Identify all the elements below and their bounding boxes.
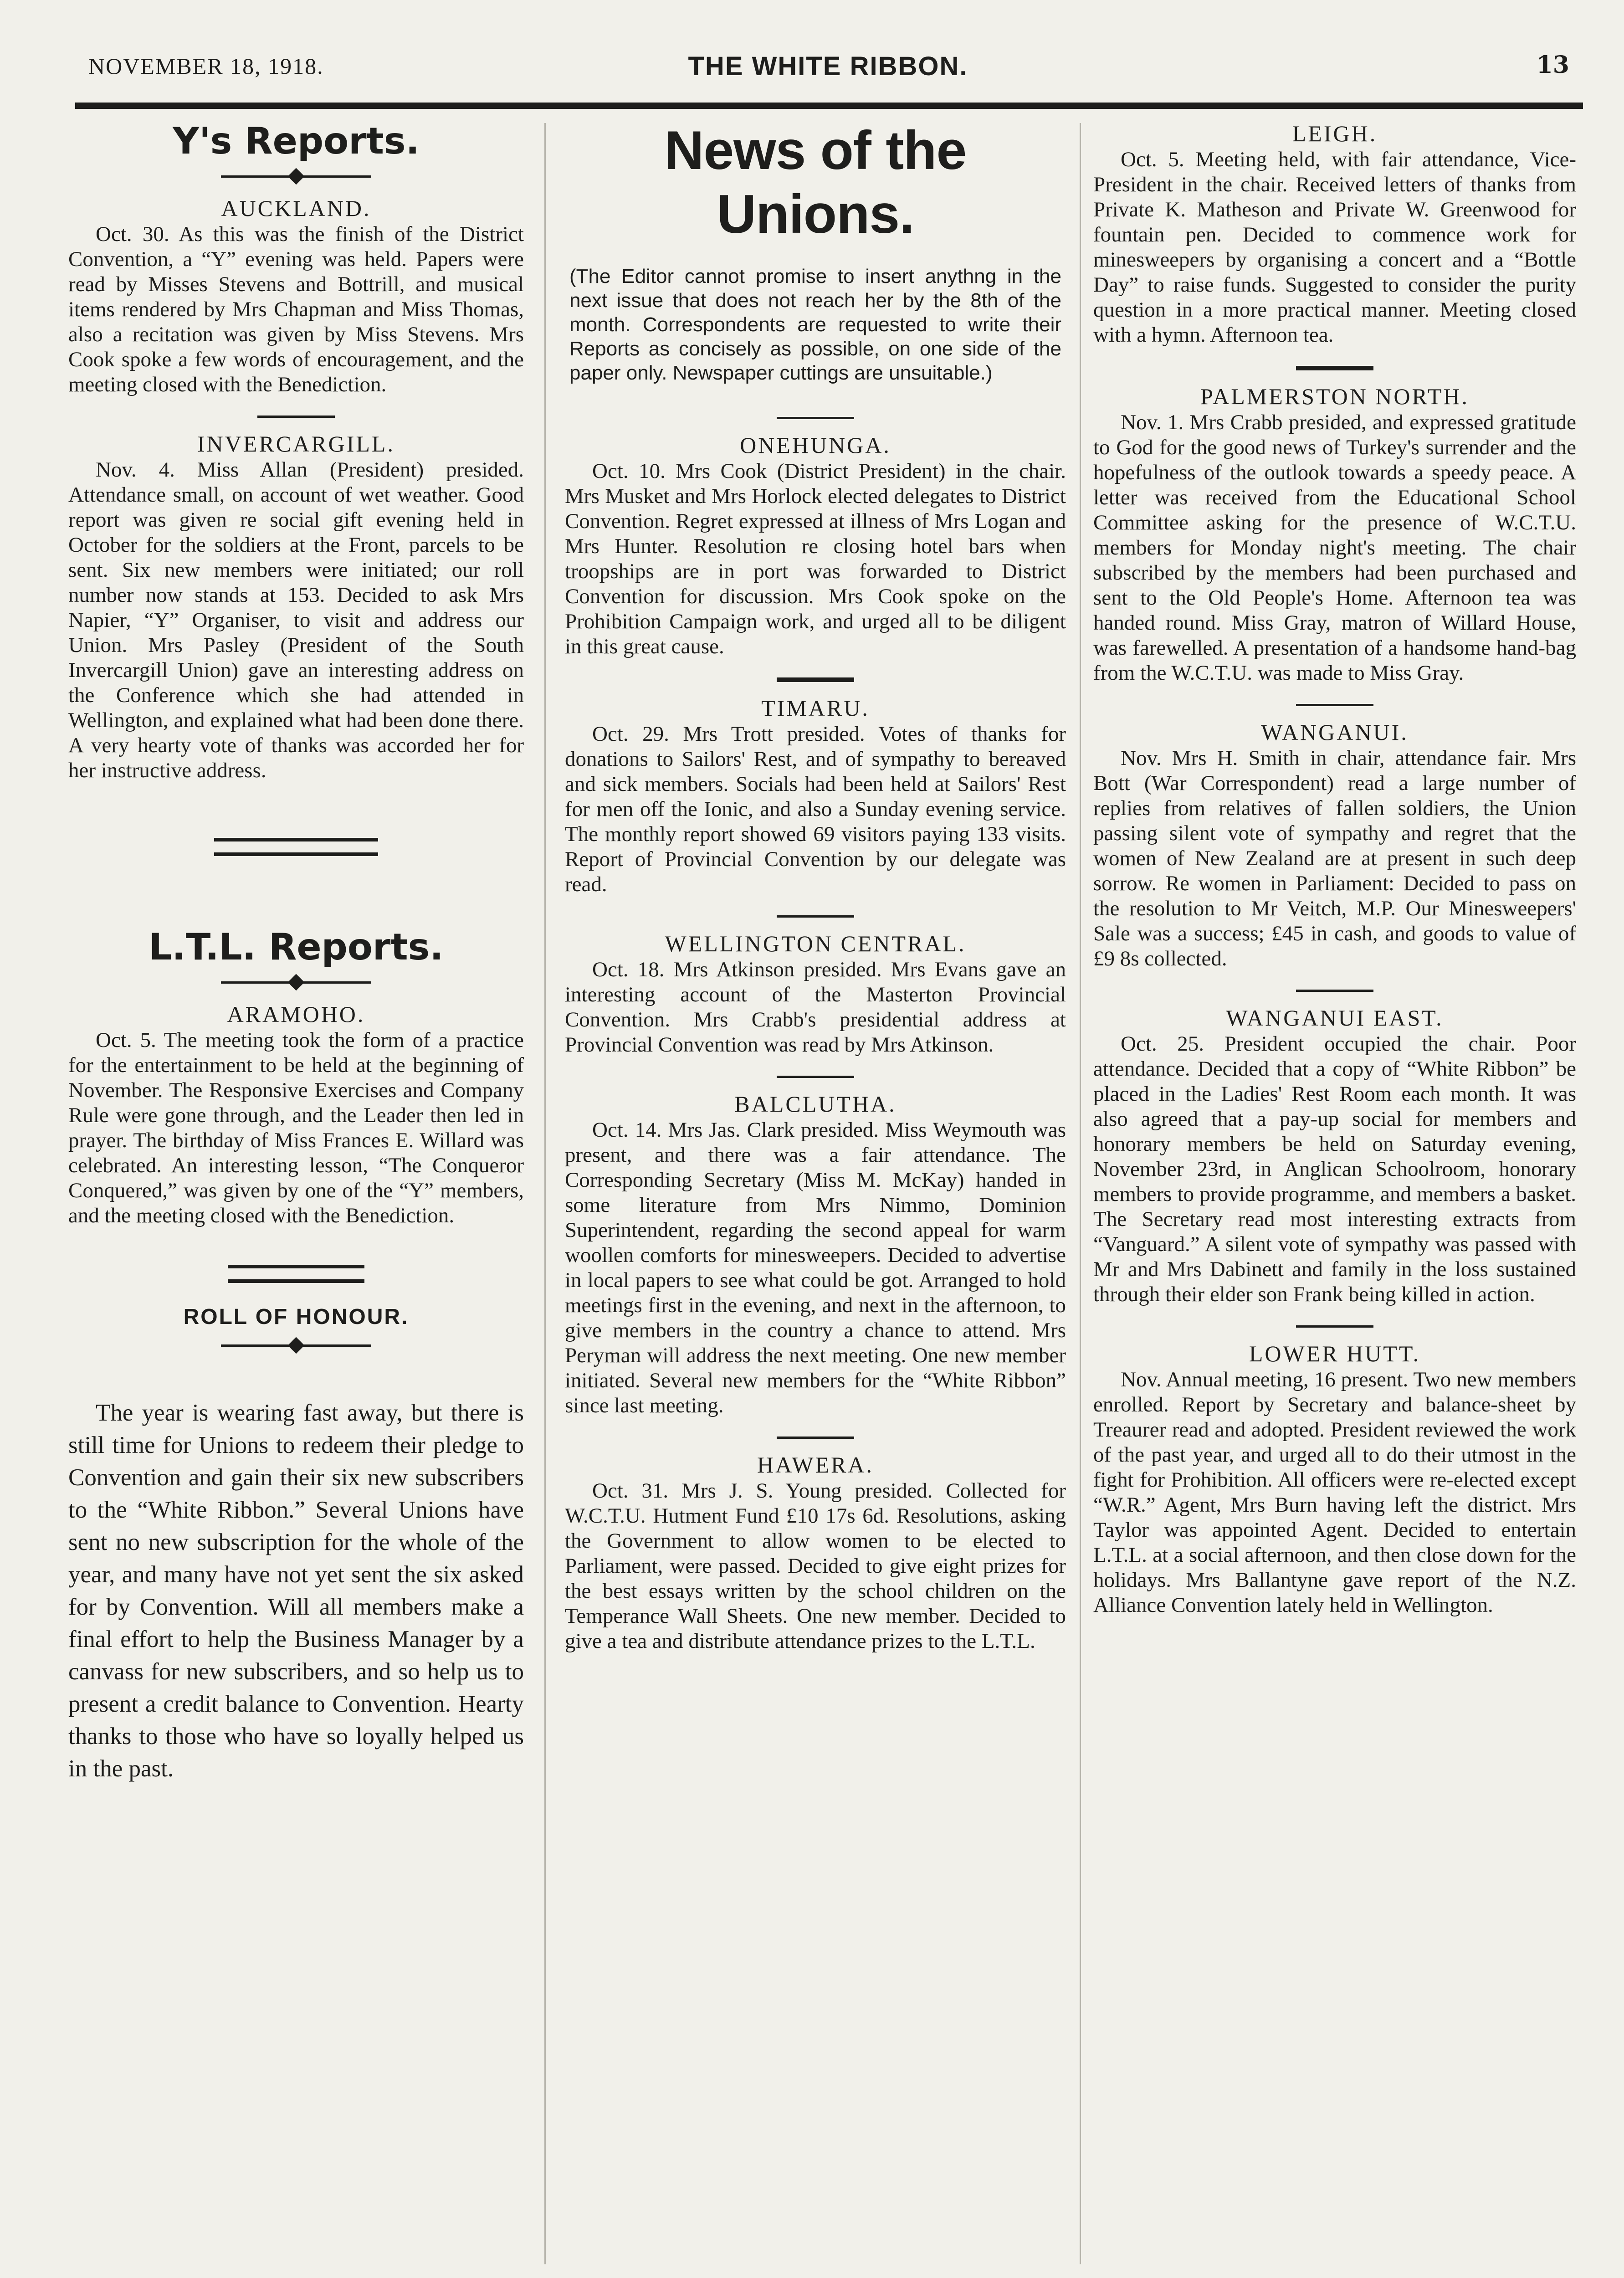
ltl-reports-title: L.T.L. Reports. bbox=[149, 926, 444, 968]
diamond-divider bbox=[221, 1339, 371, 1351]
divider bbox=[1296, 366, 1373, 370]
section-divider bbox=[228, 1265, 364, 1283]
report-text: Nov. 4. Miss Allan (President) presided. Attendance small, on account of wet weather. Good report was given re social gift evening held in October for the soldiers at the Front, parcels to be sent. Six new members were initiated; our roll number now stands at 153. Decided to ask Mrs Napier, “Y” Organiser, to visit and address our Union. Mrs Pasley (President of the South Invercargill Union) gave an interesting address on the Conference which she had attended in Wellington, and explained what had been done there. A very hearty vote of thanks was accorded her for her instructive address. bbox=[68, 458, 524, 782]
divider bbox=[777, 1437, 854, 1439]
editor-notice: (The Editor cannot promise to insert anythng in the next issue that does not reach her by the 8th of the month. Correspondents are requested to write their Reports as concisely as possible, on one side of the paper only. Newspaper cuttings are unsuitable.) bbox=[569, 265, 1061, 384]
divider bbox=[777, 1076, 854, 1078]
page-header bbox=[82, 51, 1574, 87]
report-place: LOWER HUTT. bbox=[1249, 1341, 1421, 1366]
report-place: INVERCARGILL. bbox=[197, 431, 395, 457]
issue-date: NOVEMBER 18, 1918. bbox=[88, 53, 324, 79]
news-title: News of the Unions. bbox=[664, 120, 967, 245]
divider bbox=[1296, 704, 1373, 706]
report-place: LEIGH. bbox=[1292, 121, 1378, 146]
column-right bbox=[1093, 118, 1576, 2278]
report-place: WELLINGTON CENTRAL. bbox=[665, 931, 966, 956]
divider bbox=[777, 677, 854, 682]
report-text: Oct. 30. As this was the finish of the District Convention, a “Y” evening was held. Papers were read by Misses Stevens and Bottrill, and musical items rendered by Mrs Chapman and Miss Thomas, also a recitation was given by Miss Stevens. Mrs Cook spoke a few words of encouragement, and the meeting closed with the Benediction. bbox=[68, 222, 524, 396]
report-text: Oct. 25. President occupied the chair. Poor attendance. Decided that a copy of “White Ribbon” be placed in the Ladies' Rest Room each month. It was also agreed that a pay-up social for members and honorary members be held on Saturday evening, November 23rd, in Anglican Schoolroom, honorary members to provide programme, and members a basket. The Secretary read most interesting extracts from “Vanguard.” A silent vote of sympathy was passed with Mr and Mrs Dabinett and family in the loss sustained through their elder son Frank being killed in action. bbox=[1093, 1032, 1576, 1306]
column-divider bbox=[1080, 123, 1081, 2264]
report-text: Oct. 5. Meeting held, with fair attendance, Vice-President in the chair. Received letters of thanks from Private K. Matheson and Private W. Greenwood for fountain pen. Decided to commence work for minesweepers by organising a concert and a “Bottle Day” to raise funds. Suggested to consider the purity question in a more practical manner. Meeting closed with a hymn. Afternoon tea. bbox=[1093, 148, 1576, 347]
ys-reports-title: Y's Reports. bbox=[173, 120, 420, 162]
diamond-divider bbox=[221, 170, 371, 182]
report-place: ONEHUNGA. bbox=[740, 432, 891, 458]
report-text: Oct. 29. Mrs Trott presided. Votes of thanks for donations to Sailors' Rest, and of sympathy to bereaved and sick members. Socials had been held at Sailors' Rest for men off the Ionic, and also a Sunday evening service. The monthly report showed 69 visitors paying 133 visits. Report of Provincial Convention by our delegate was read. bbox=[565, 722, 1066, 896]
divider bbox=[1296, 1325, 1373, 1328]
report-place: HAWERA. bbox=[757, 1452, 874, 1478]
divider bbox=[777, 417, 854, 419]
report-place: ARAMOHO. bbox=[227, 1001, 365, 1027]
column-left bbox=[68, 118, 524, 2278]
report-place: AUCKLAND. bbox=[221, 195, 371, 221]
report-place: WANGANUI EAST. bbox=[1226, 1005, 1444, 1031]
report-text: Oct. 10. Mrs Cook (District President) in the chair. Mrs Musket and Mrs Horlock elected delegates to District Convention. Regret expressed at illness of Mrs Logan and Mrs Hunter. Resolution re closing hotel bars when troopships are in port was forwarded to District Convention for discussion. Mrs Cook spoke on the Prohibition Campaign work, and urged all to be diligent in this great cause. bbox=[565, 459, 1066, 658]
roll-of-honour-title: ROLL OF HONOUR. bbox=[183, 1305, 409, 1329]
report-text: Nov. Annual meeting, 16 present. Two new members enrolled. Report by Secretary and balance-sheet by Treaurer read and adopted. President reviewed the work of the past year, and urged all to do their utmost in the fight for Prohibition. All officers were re-elected except “W.R.” Agent, Mrs Burn having left the district. Mrs Taylor was appointed Agent. Decided to entertain L.T.L. at a social afternoon, and then close down for the holidays. Mrs Ballantyne gave report of the N.Z. Alliance Convention lately held in Wellington. bbox=[1093, 1368, 1576, 1617]
report-text: Nov. 1. Mrs Crabb presided, and expressed gratitude to God for the good news of Turkey's surrender and the hopefulness of the outlook towards a speedy peace. A letter was received from the Educational School Committee asking for the presence of W.C.T.U. members for Monday night's meeting. The chair subscribed by the members had been purchased and sent to the Old People's Home. Afternoon tea was handed round. Miss Gray, matron of Willard House, was farewelled. A presentation of a handsome hand-bag from the W.C.T.U. was made to Miss Gray. bbox=[1093, 410, 1576, 685]
diamond-divider bbox=[221, 976, 371, 988]
report-place: WANGANUI. bbox=[1261, 719, 1409, 745]
report-text: Nov. Mrs H. Smith in chair, attendance fair. Mrs Bott (War Correspondent) read a large number of replies from relatives of fallen soldiers, the Union passing silent vote of sympathy and regret that the women of New Zealand are at present in such deep sorrow. Re women in Parliament: Decided to pass on the resolution to Mr Veitch, M.P. Our Minesweepers' Sale was a success; £45 in cash, and goods to value of £9 8s collected. bbox=[1093, 746, 1576, 970]
page-number: 13 bbox=[1536, 51, 1569, 79]
column-middle bbox=[565, 118, 1066, 2278]
report-place: BALCLUTHA. bbox=[734, 1091, 897, 1117]
report-text: Oct. 14. Mrs Jas. Clark presided. Miss Weymouth was present, and there was a fair attendance. The Corresponding Secretary (Miss M. McKay) handed in some literature from Mrs Nimmo, Dominion Superintendent, regarding the second appeal for warm woollen comforts for minesweepers. Decided to advertise in local papers to see what could be got. Arranged to hold meetings first in the evening, and next in the afternoon, to give members in the country a chance to attend. Mrs Peryman will address the next meeting. One new member initiated. Several new members for the “White Ribbon” since last meeting. bbox=[565, 1118, 1066, 1417]
report-place: PALMERSTON NORTH. bbox=[1200, 384, 1470, 409]
roll-of-honour-text: The year is wearing fast away, but there is still time for Unions to redeem their pledge to Convention and gain their six new subscribers to the “White Ribbon.” Several Unions have sent no new subscription for the whole of the year, and many have not yet sent the six asked for by Convention. Will all members make a final effort to help the Business Manager by a canvass for new subscribers, and so help us to present a credit balance to Convention. Hearty thanks to those who have so loyally helped us in the past. bbox=[68, 1400, 524, 1782]
divider bbox=[1296, 990, 1373, 992]
section-divider bbox=[214, 838, 378, 856]
divider bbox=[777, 915, 854, 918]
header-rule bbox=[75, 103, 1583, 109]
masthead-title: THE WHITE RIBBON. bbox=[688, 51, 968, 81]
column-divider bbox=[544, 123, 546, 2264]
divider bbox=[257, 416, 335, 418]
report-text: Oct. 18. Mrs Atkinson presided. Mrs Evans gave an interesting account of the Masterton Provincial Convention. Mrs Crabb's presidential address at Provincial Convention was read by Mrs Atkinson. bbox=[565, 958, 1066, 1057]
report-place: TIMARU. bbox=[761, 695, 870, 721]
report-text: Oct. 31. Mrs J. S. Young presided. Collected for W.C.T.U. Hutment Fund £10 17s 6d. Resolutions, asking the Government to allow women to be elected to Parliament, were passed. Decided to give eight prizes for the best essays written by the school children on the Temperance Wall Sheets. One new member. Decided to give a tea and distribute attendance prizes to the L.T.L. bbox=[565, 1479, 1066, 1653]
report-text: Oct. 5. The meeting took the form of a practice for the entertainment to be held at the beginning of November. The Responsive Exercises and Company Rule were gone through, and the Leader then led in prayer. The birthday of Miss Frances E. Willard was celebrated. An interesting lesson, “The Conqueror Conquered,” was given by one of the “Y” members, and the meeting closed with the Benediction. bbox=[68, 1028, 524, 1227]
